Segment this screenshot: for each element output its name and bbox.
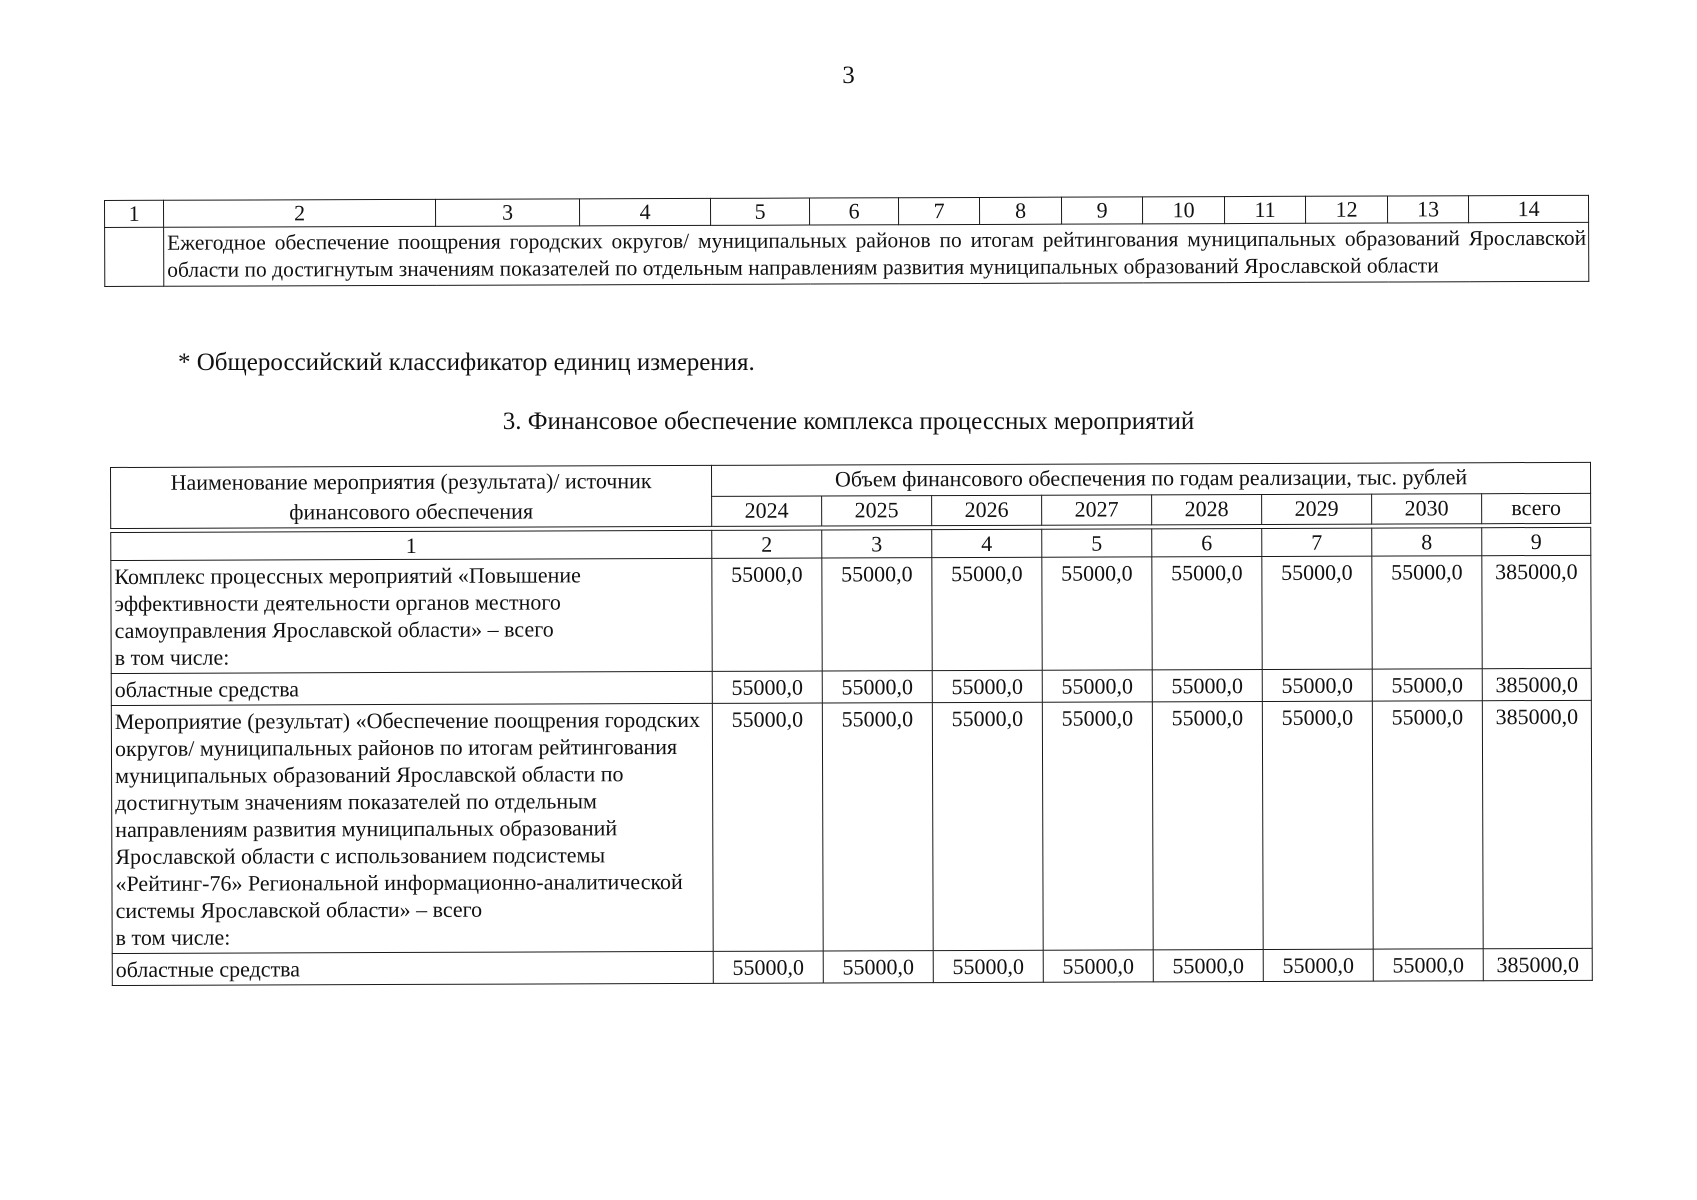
value-cell: 55000,0 <box>1372 669 1482 701</box>
total-value-cell: 385000,0 <box>1482 700 1592 948</box>
value-cell: 55000,0 <box>1262 556 1372 669</box>
value-cell: 55000,0 <box>932 702 1043 950</box>
value-cell: 55000,0 <box>712 558 822 671</box>
column-number: 3 <box>435 199 579 227</box>
value-cell: 55000,0 <box>712 703 823 951</box>
year-header: 2028 <box>1152 494 1262 525</box>
value-cell: 55000,0 <box>1152 556 1262 669</box>
column-number: 2 <box>712 530 822 558</box>
year-header: 2025 <box>822 495 932 526</box>
row-title: областные средства <box>114 676 300 702</box>
column-number: 13 <box>1387 196 1468 223</box>
column-number: 5 <box>1042 529 1152 557</box>
row-title: областные средства <box>115 956 301 982</box>
value-cell: 55000,0 <box>1262 701 1373 949</box>
section-title: 3. Финансовое обеспечение комплекса процессных мероприятий <box>502 408 1195 435</box>
indicators-description-row <box>105 222 1589 286</box>
indicators-table <box>104 195 1589 287</box>
column-number: 4 <box>932 529 1042 557</box>
table-row <box>111 555 1591 673</box>
column-number: 12 <box>1305 196 1387 223</box>
column-number: 7 <box>898 197 979 224</box>
footnote: * Общероссийский классификатор единиц измерения. <box>178 349 755 376</box>
value-cell: 55000,0 <box>822 558 932 671</box>
year-header: 2026 <box>932 495 1042 526</box>
row-subtitle: в том числе: <box>115 924 231 950</box>
task-description: Ежегодное обеспечение поощрения городских округов/ муниципальных районов по итогам рейтингования муниципальных образований Ярославской области по достигнутым значениям показателей по отдельным направлениям развития муниципальных образований Ярославской области <box>164 222 1589 286</box>
value-cell: 55000,0 <box>1372 556 1482 669</box>
column-number: 11 <box>1224 196 1305 223</box>
total-value-cell: 385000,0 <box>1483 948 1592 980</box>
year-header: 2027 <box>1042 494 1152 525</box>
row-title: Мероприятие (результат) «Обеспечение поощрения городских округов/ муниципальных районов по итогам рейтингования муниципальных образований Ярославской области по достигнутым значениям показателей по отдельным направлениям развития муниципальных образований Ярославской области с использованием подсистемы «Рейтинг-76» Региональной информационно-аналитической системы Ярославской области» – всего <box>114 706 701 923</box>
column-number: 1 <box>111 530 712 560</box>
column-number: 7 <box>1262 528 1372 556</box>
total-value-cell: 385000,0 <box>1482 668 1591 700</box>
value-cell: 55000,0 <box>932 670 1042 702</box>
column-number: 14 <box>1468 195 1588 222</box>
value-cell: 55000,0 <box>823 951 933 983</box>
column-number: 10 <box>1142 197 1224 224</box>
column-number: 3 <box>822 530 932 558</box>
column-number: 9 <box>1482 527 1591 555</box>
row-name <box>111 671 712 705</box>
column-number: 4 <box>579 198 710 225</box>
value-cell: 55000,0 <box>1373 949 1483 981</box>
value-cell: 55000,0 <box>1152 669 1262 701</box>
value-cell: 55000,0 <box>932 557 1042 670</box>
column-number: 5 <box>710 198 809 225</box>
name-column-header: Наименование мероприятия (результата)/ источник финансового обеспечения <box>111 465 712 528</box>
total-header: всего <box>1482 493 1591 524</box>
total-value-cell: 385000,0 <box>1482 555 1591 668</box>
value-cell: 55000,0 <box>1262 669 1372 701</box>
row-name <box>111 703 713 953</box>
row-title: Комплекс процессных мероприятий «Повышение эффективности деятельности органов местного самоуправления Ярославской области» – всего <box>114 562 581 643</box>
value-cell: 55000,0 <box>1042 702 1153 950</box>
column-number: 6 <box>809 198 898 225</box>
value-cell: 55000,0 <box>1043 950 1153 982</box>
column-number: 8 <box>979 197 1061 224</box>
value-cell: 55000,0 <box>933 950 1043 982</box>
year-header: 2024 <box>712 496 822 527</box>
table-row <box>112 948 1592 985</box>
table-row <box>111 700 1592 953</box>
value-cell: 55000,0 <box>1372 701 1483 949</box>
row-subtitle: в том числе: <box>114 644 230 670</box>
row-name <box>111 558 712 673</box>
value-cell: 55000,0 <box>822 671 932 703</box>
value-cell: 55000,0 <box>713 951 823 983</box>
table-row <box>111 668 1591 705</box>
value-cell: 55000,0 <box>1042 557 1152 670</box>
column-number: 6 <box>1152 528 1262 556</box>
finance-table <box>110 462 1593 986</box>
value-cell: 55000,0 <box>712 671 822 703</box>
funding-group-header: Объем финансового обеспечения по годам реализации, тыс. рублей <box>711 462 1590 496</box>
column-number: 8 <box>1372 528 1482 556</box>
value-cell: 55000,0 <box>1152 701 1263 949</box>
value-cell: 55000,0 <box>1042 670 1152 702</box>
column-number: 9 <box>1061 197 1142 224</box>
empty-cell <box>105 227 164 286</box>
value-cell: 55000,0 <box>822 703 933 951</box>
value-cell: 55000,0 <box>1153 949 1263 981</box>
column-number: 1 <box>105 200 164 227</box>
year-header: 2030 <box>1372 493 1482 524</box>
page-number: 3 <box>842 62 855 89</box>
column-number: 2 <box>164 199 436 227</box>
row-name <box>112 951 713 985</box>
year-header: 2029 <box>1262 494 1372 525</box>
value-cell: 55000,0 <box>1263 949 1373 981</box>
